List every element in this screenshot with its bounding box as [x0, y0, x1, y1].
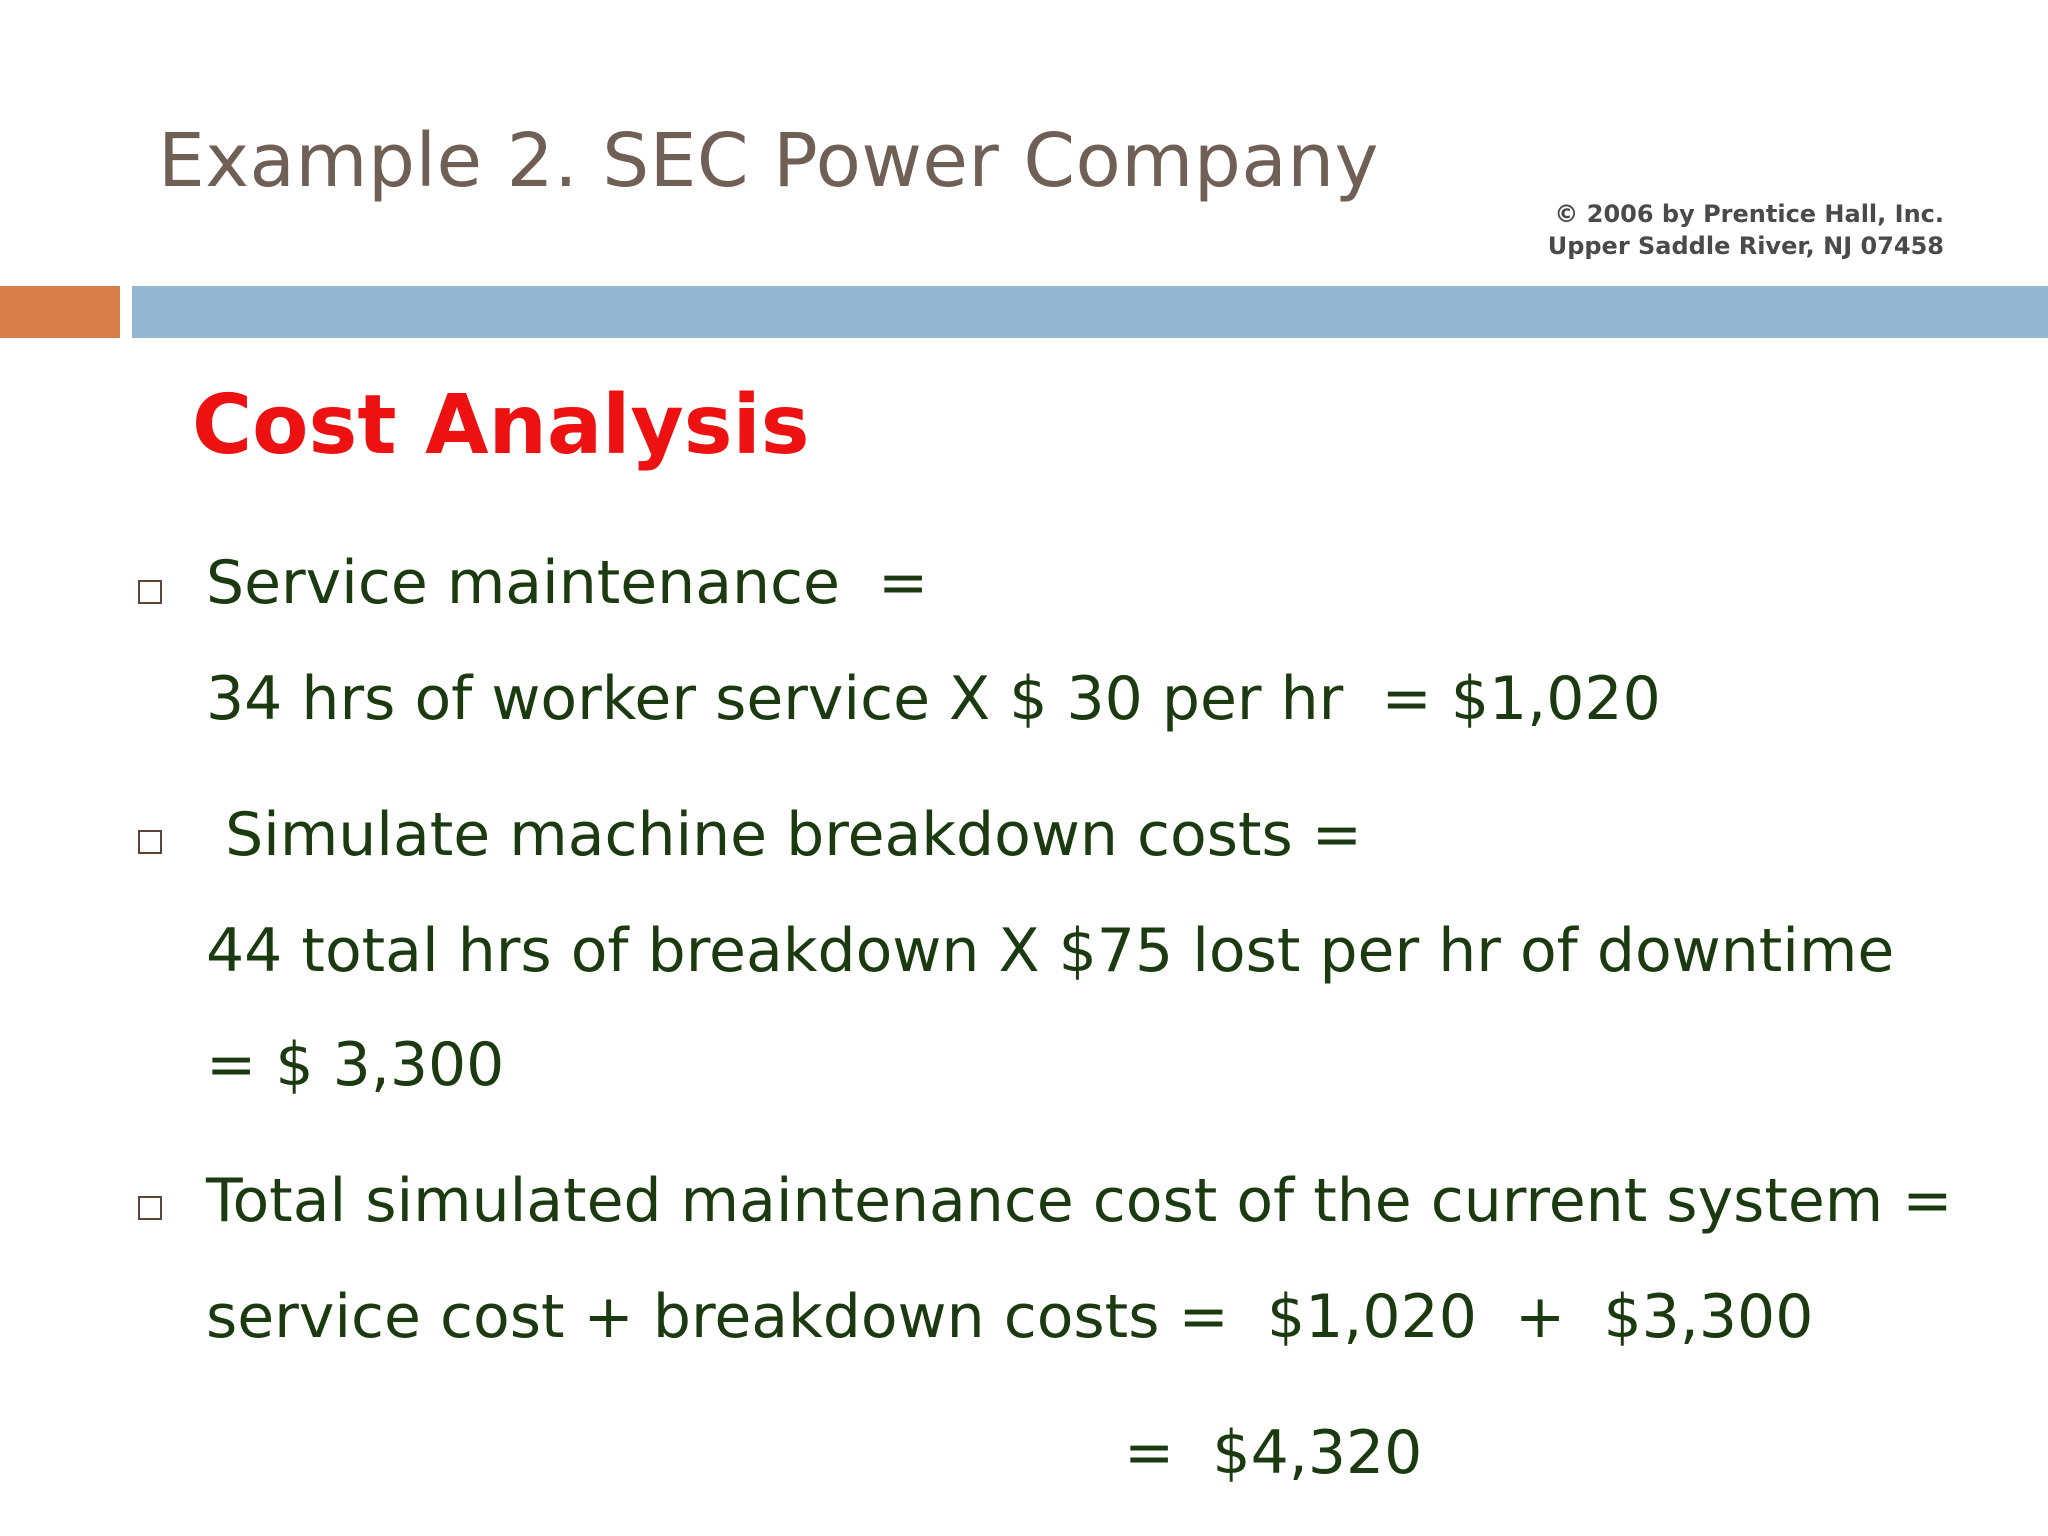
- copyright-line-1: © 2006 by Prentice Hall, Inc.: [1554, 200, 1944, 228]
- bullet-square-icon: [138, 580, 162, 604]
- bullet-square-icon: [138, 1196, 162, 1220]
- bullet-2-line-3: = $ 3,300: [206, 1030, 505, 1100]
- bullet-2-line-1: Simulate machine breakdown costs =: [206, 800, 1363, 870]
- copyright-notice: [1548, 198, 1944, 262]
- bullet-1-line-1: Service maintenance =: [206, 548, 929, 618]
- slide-title: Example 2. SEC Power Company: [158, 118, 1379, 204]
- bullet-1-line-2: 34 hrs of worker service X $ 30 per hr = $1,020: [206, 664, 1661, 734]
- bullet-3-line-2: service cost + breakdown costs = $1,020 + $3,300: [206, 1282, 1814, 1352]
- bullet-2-line-2: 44 total hrs of breakdown X $75 lost per hr of downtime: [206, 916, 1895, 986]
- bullet-3-line-1: Total simulated maintenance cost of the current system =: [206, 1166, 1953, 1236]
- bullet-square-icon: [138, 830, 162, 854]
- accent-bar-orange: [0, 286, 120, 338]
- section-heading: Cost Analysis: [192, 378, 810, 473]
- bullet-3-line-3: = $4,320: [1124, 1418, 1423, 1488]
- accent-bar-blue: [132, 286, 2048, 338]
- copyright-line-2: Upper Saddle River, NJ 07458: [1547, 232, 1944, 260]
